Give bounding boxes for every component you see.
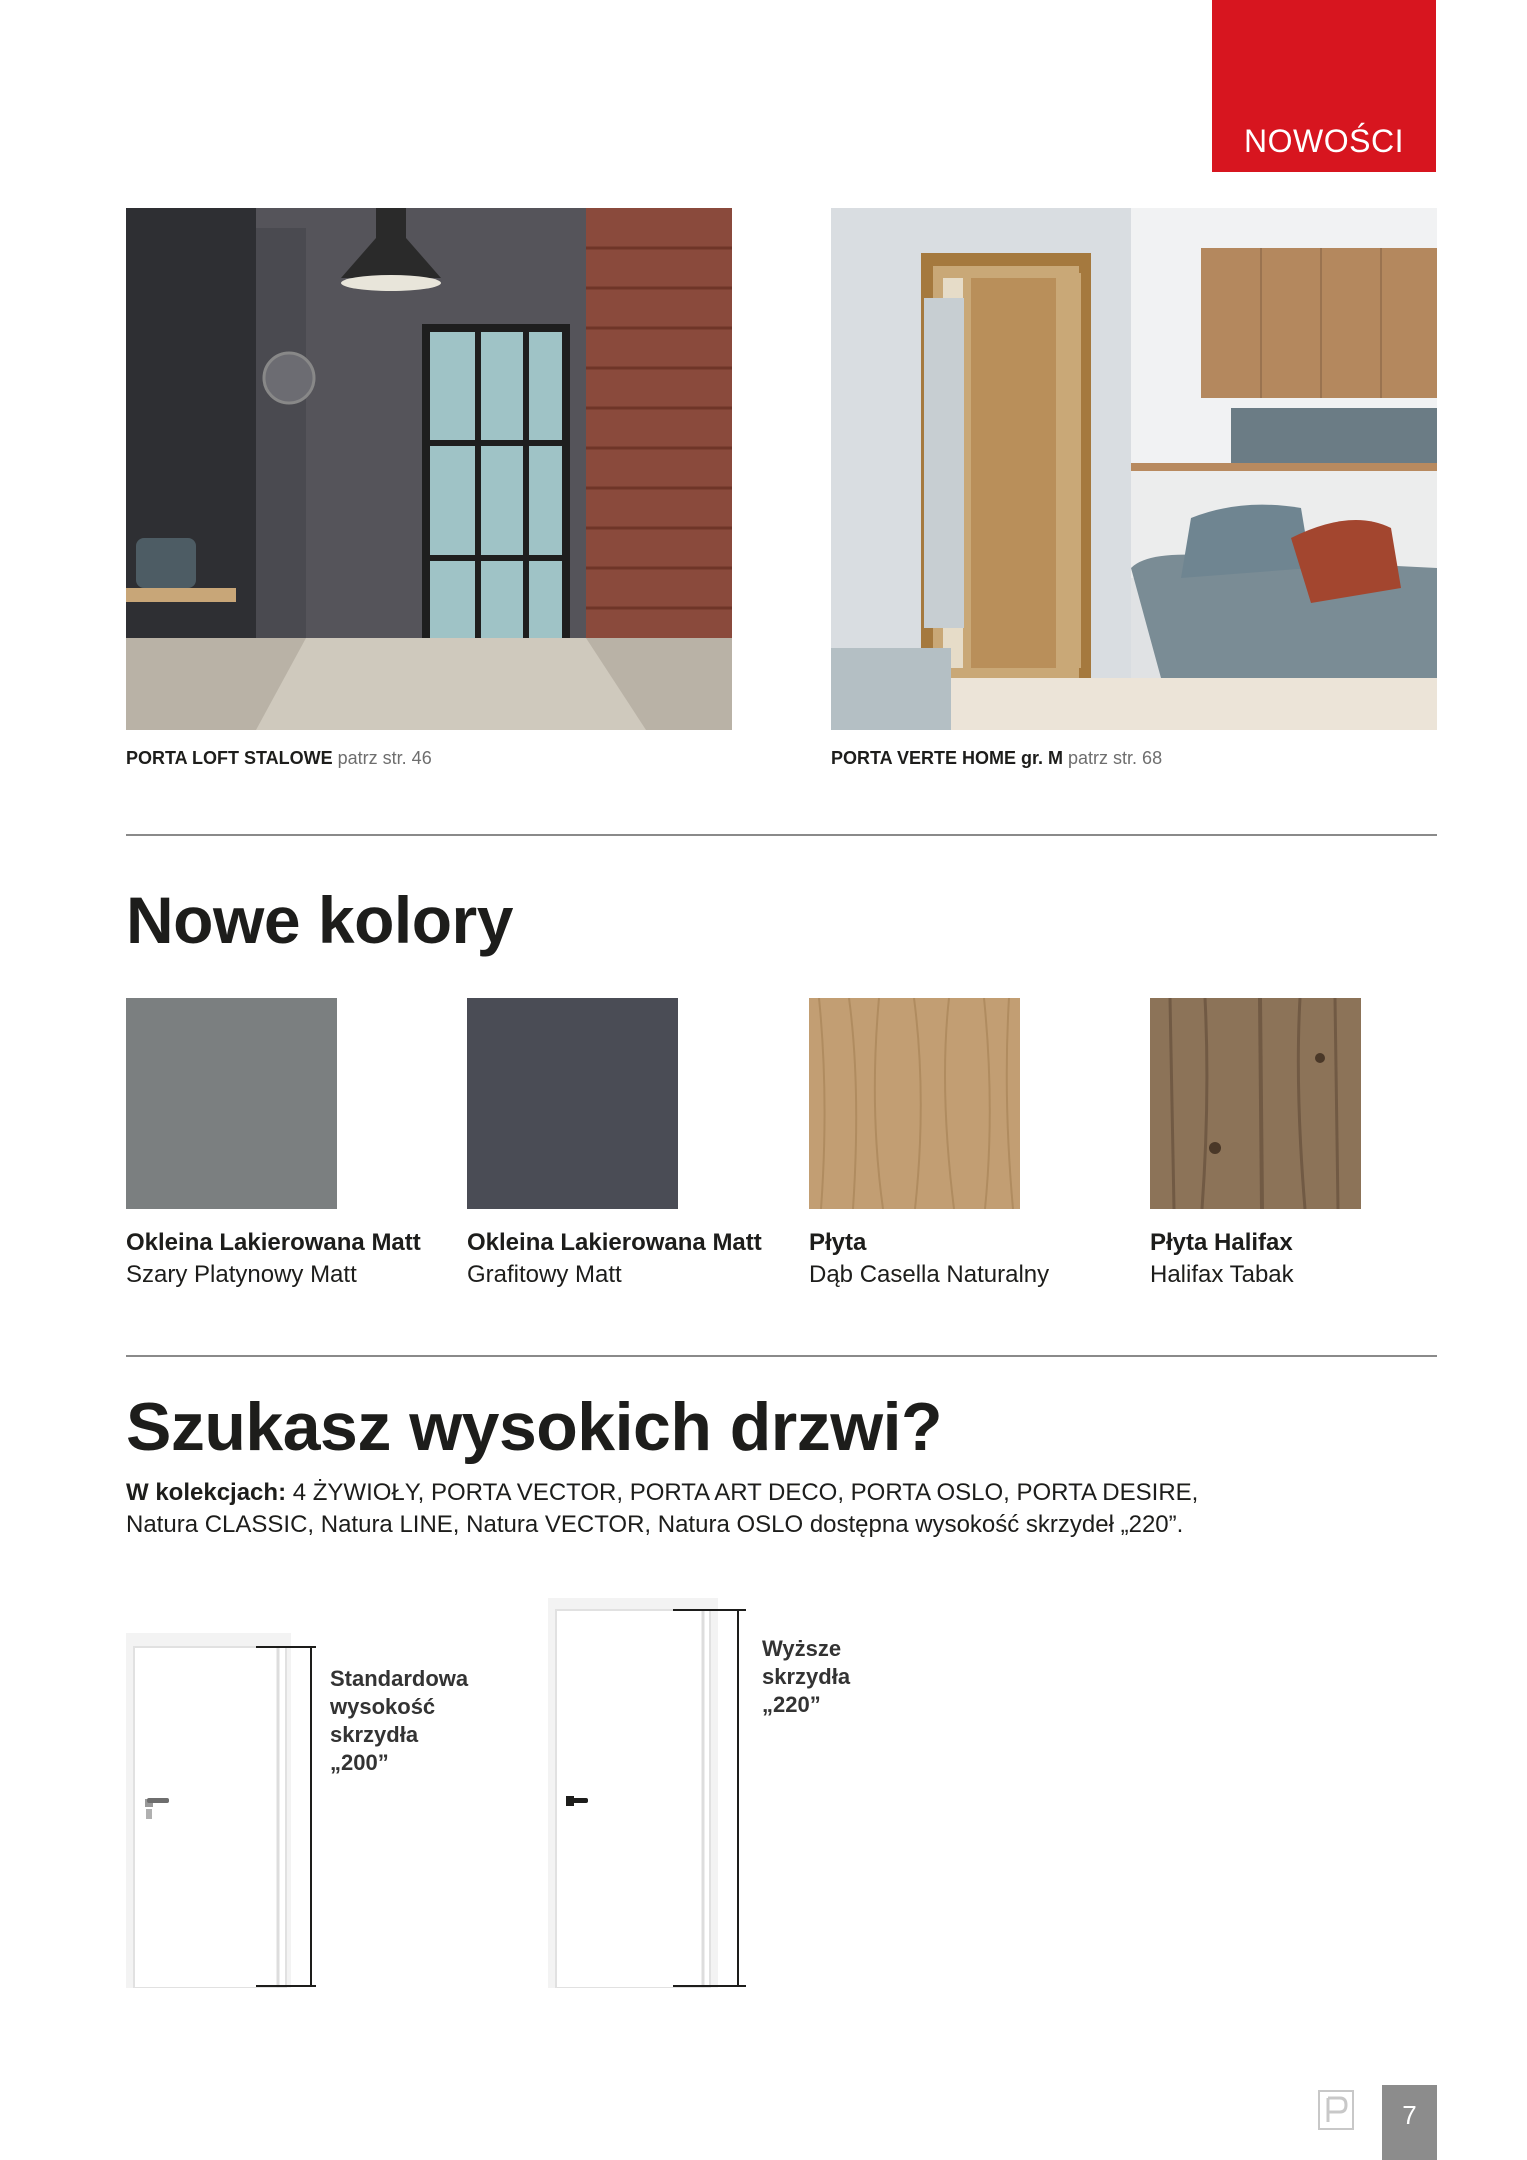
swatch-dab-casella (809, 998, 1020, 1209)
intro-lead: W kolekcjach: (126, 1479, 287, 1506)
page-number: 7 (1382, 2085, 1437, 2160)
door-standard-label-4: „200” (330, 1750, 389, 1775)
tall-doors-intro (126, 1477, 1276, 1541)
swatch-halifax-tabak (1150, 998, 1361, 1209)
caption-right (831, 748, 1162, 769)
swatch-label-1 (126, 1227, 421, 1291)
door-standard-label-1: Standardowa (330, 1666, 469, 1691)
door-tall-illustration (548, 1598, 748, 1988)
swatch-label-3-type: Płyta (809, 1229, 867, 1256)
caption-left (126, 748, 432, 769)
swatch-label-2 (467, 1227, 762, 1291)
section-tab-label: NOWOŚCI (1244, 123, 1404, 159)
swatch-label-4 (1150, 1227, 1294, 1291)
door-standard-label (330, 1665, 468, 1777)
door-tall-label-3: „220” (762, 1692, 821, 1717)
door-standard-label-2: wysokość (330, 1694, 436, 1719)
photo-porta-loft-stalowe (126, 208, 732, 730)
swatch-label-1-type: Okleina Lakierowana Matt (126, 1229, 421, 1256)
door-standard-label-3: skrzydła (330, 1722, 419, 1747)
divider-middle (126, 1355, 1437, 1357)
new-colors-title: Nowe kolory (126, 883, 513, 957)
tall-doors-title: Szukasz wysokich drzwi? (126, 1389, 943, 1465)
swatch-grafitowy (467, 998, 678, 1209)
caption-right-title: PORTA VERTE HOME gr. M (831, 748, 1064, 768)
caption-left-ref: patrz str. 46 (337, 748, 432, 768)
door-standard-illustration (126, 1633, 322, 1988)
swatch-label-3-name: Dąb Casella Naturalny (809, 1261, 1050, 1288)
photo-porta-verte-home (831, 208, 1437, 730)
section-tab (1212, 0, 1436, 172)
caption-left-title: PORTA LOFT STALOWE (126, 748, 333, 768)
porta-logo-icon (1318, 2090, 1354, 2130)
divider-top (126, 834, 1437, 836)
swatch-label-2-name: Grafitowy Matt (467, 1261, 622, 1288)
swatch-label-3 (809, 1227, 1049, 1291)
door-tall-label (762, 1635, 850, 1719)
swatch-label-4-type: Płyta Halifax (1150, 1229, 1293, 1256)
caption-right-ref: patrz str. 68 (1068, 748, 1163, 768)
door-tall-label-1: Wyższe (762, 1636, 842, 1661)
door-tall-label-2: skrzydła (762, 1664, 851, 1689)
swatch-label-1-name: Szary Platynowy Matt (126, 1261, 357, 1288)
swatch-label-4-name: Halifax Tabak (1150, 1261, 1294, 1288)
swatch-label-2-type: Okleina Lakierowana Matt (467, 1229, 762, 1256)
swatch-szary-platynowy (126, 998, 337, 1209)
intro-text: 4 ŻYWIOŁY, PORTA VECTOR, PORTA ART DECO, PORTA OSLO, PORTA DESIRE, Natura CLASSIC, Natura LINE, Natura VECTOR, Natura OSLO dostępna wysokość skrzydeł „220”. (126, 1479, 1199, 1538)
